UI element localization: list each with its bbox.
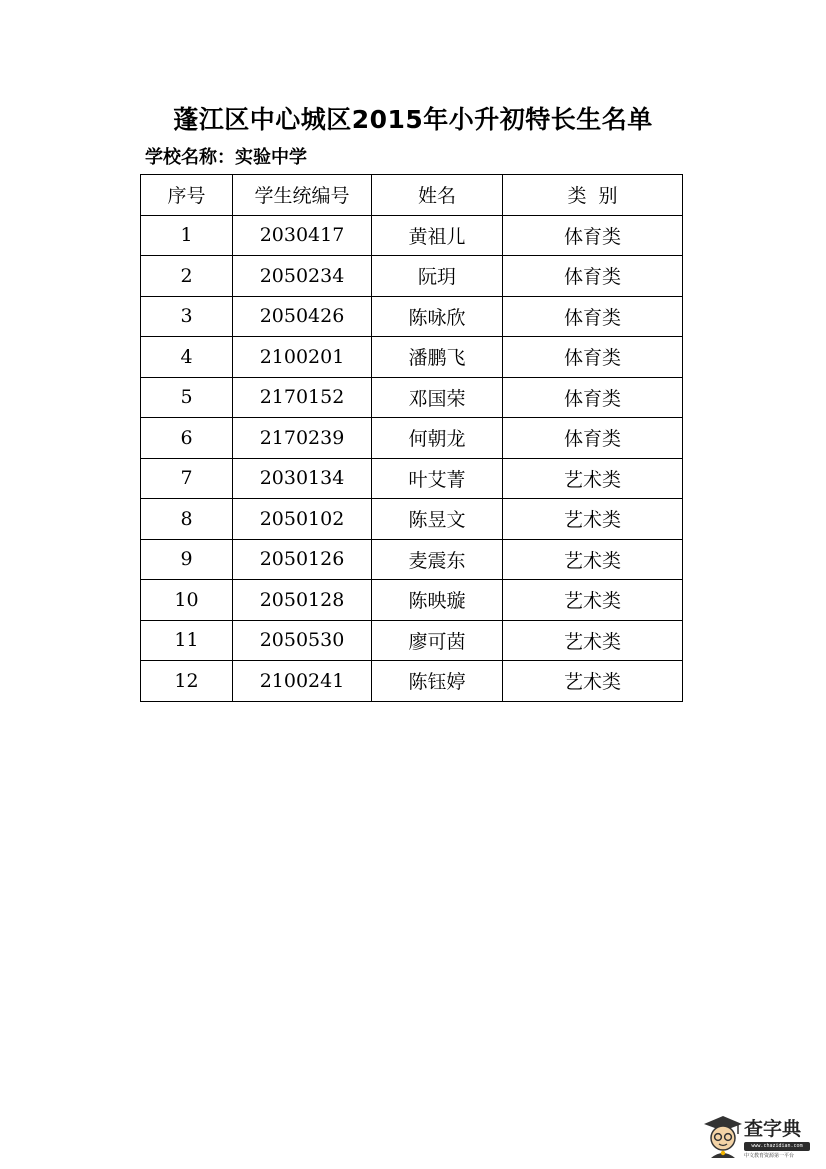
- cell-category: 体育类: [503, 296, 683, 337]
- cell-student-id: 2030417: [233, 215, 372, 256]
- cell-student-id: 2050426: [233, 296, 372, 337]
- cell-name: 陈昱文: [372, 499, 503, 540]
- cell-student-id: 2050126: [233, 539, 372, 580]
- header-name: 姓名: [372, 175, 503, 216]
- cell-name: 麦震东: [372, 539, 503, 580]
- cell-name: 陈咏欣: [372, 296, 503, 337]
- cell-student-id: 2100241: [233, 661, 372, 702]
- cell-category: 体育类: [503, 256, 683, 297]
- header-student-id: 学生统编号: [233, 175, 372, 216]
- table-row: [141, 256, 683, 297]
- table-row: [141, 215, 683, 256]
- cell-index: 1: [141, 215, 233, 256]
- table-row: [141, 661, 683, 702]
- table-row: [141, 458, 683, 499]
- header-category: 类 别: [503, 175, 683, 216]
- logo-url: www.chazidian.com: [751, 1143, 803, 1149]
- cell-student-id: 2050530: [233, 620, 372, 661]
- table-row: [141, 337, 683, 378]
- cell-index: 12: [141, 661, 233, 702]
- cell-student-id: 2050102: [233, 499, 372, 540]
- cell-category: 体育类: [503, 337, 683, 378]
- cell-name: 潘鹏飞: [372, 337, 503, 378]
- cell-student-id: 2030134: [233, 458, 372, 499]
- table-row: [141, 539, 683, 580]
- table-row: [141, 499, 683, 540]
- cell-index: 6: [141, 418, 233, 459]
- cell-index: 4: [141, 337, 233, 378]
- cell-category: 艺术类: [503, 458, 683, 499]
- logo-brand-text: 查字典: [744, 1118, 802, 1140]
- cell-name: 何朝龙: [372, 418, 503, 459]
- cell-student-id: 2050234: [233, 256, 372, 297]
- cell-category: 体育类: [503, 418, 683, 459]
- cell-student-id: 2170152: [233, 377, 372, 418]
- cell-category: 艺术类: [503, 539, 683, 580]
- page-title: 蓬江区中心城区2015年小升初特长生名单: [173, 105, 653, 134]
- logo-url-bar: [744, 1142, 810, 1151]
- table-row: [141, 418, 683, 459]
- cell-category: 艺术类: [503, 580, 683, 621]
- cell-student-id: 2170239: [233, 418, 372, 459]
- table-row: [141, 580, 683, 621]
- header-index: 序号: [141, 175, 233, 216]
- cell-category: 艺术类: [503, 620, 683, 661]
- cell-index: 8: [141, 499, 233, 540]
- table-header-row: [141, 175, 683, 216]
- table-row: [141, 377, 683, 418]
- cell-student-id: 2050128: [233, 580, 372, 621]
- cell-category: 体育类: [503, 377, 683, 418]
- cell-index: 2: [141, 256, 233, 297]
- cell-student-id: 2100201: [233, 337, 372, 378]
- cell-name: 陈钰婷: [372, 661, 503, 702]
- cell-name: 阮玥: [372, 256, 503, 297]
- chazidian-watermark-logo: [700, 1112, 818, 1162]
- mascot-icon: [702, 1114, 744, 1160]
- logo-slogan: 中文教育资源第一平台: [744, 1153, 795, 1159]
- cell-index: 3: [141, 296, 233, 337]
- cell-name: 黄祖儿: [372, 215, 503, 256]
- cell-name: 廖可茵: [372, 620, 503, 661]
- cell-category: 艺术类: [503, 661, 683, 702]
- cell-name: 叶艾菁: [372, 458, 503, 499]
- table-row: [141, 296, 683, 337]
- cell-index: 7: [141, 458, 233, 499]
- cell-index: 5: [141, 377, 233, 418]
- cell-category: 艺术类: [503, 499, 683, 540]
- specialty-student-table: [140, 174, 683, 702]
- cell-name: 邓国荣: [372, 377, 503, 418]
- cell-category: 体育类: [503, 215, 683, 256]
- cell-index: 9: [141, 539, 233, 580]
- table-row: [141, 620, 683, 661]
- cell-index: 10: [141, 580, 233, 621]
- school-name-label: 学校名称：实验中学: [145, 147, 307, 168]
- cell-index: 11: [141, 620, 233, 661]
- cell-name: 陈映璇: [372, 580, 503, 621]
